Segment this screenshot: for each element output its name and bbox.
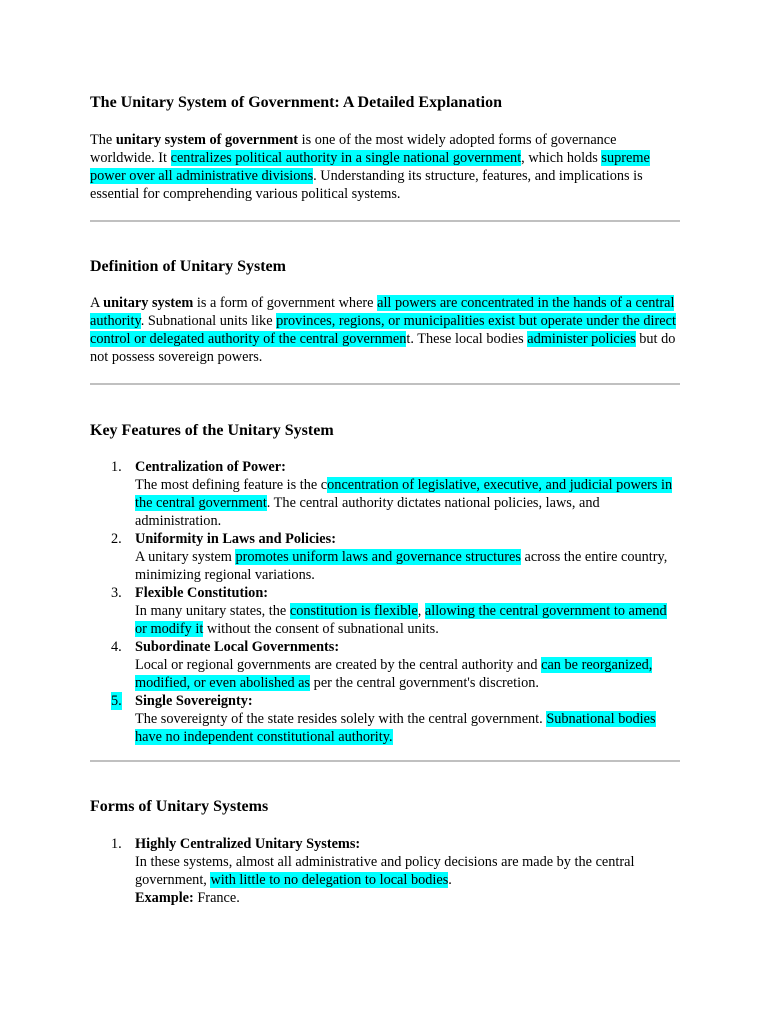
feature-title: Uniformity in Laws and Policies: bbox=[135, 531, 336, 547]
feature-highlight: constitution is flexible bbox=[289, 603, 418, 619]
feature-highlight: allowing the central government to amend or modify it bbox=[135, 603, 667, 637]
feature-highlight: can be reorganized, modified, or even abolished as bbox=[135, 657, 653, 691]
list-number: 5. bbox=[111, 693, 122, 709]
definition-highlight: administer policies bbox=[527, 331, 636, 347]
feature-text: across the entire country, minimizing regional variations. bbox=[135, 549, 668, 583]
features-heading: Key Features of the Unitary System bbox=[90, 422, 334, 439]
intro-bold-term: unitary system of government bbox=[115, 132, 299, 148]
intro-text: , which holds bbox=[521, 150, 602, 166]
definition-heading: Definition of Unitary System bbox=[90, 258, 286, 275]
feature-title: Centralization of Power: bbox=[135, 459, 286, 475]
section-divider bbox=[90, 220, 680, 222]
features-list bbox=[90, 458, 680, 746]
page-title: The Unitary System of Government: A Detailed Explanation bbox=[90, 94, 502, 111]
feature-highlight: oncentration of legislative, executive, and judicial powers in the central government bbox=[135, 477, 673, 511]
list-item bbox=[90, 692, 680, 746]
list-item bbox=[90, 584, 680, 638]
definition-text: A bbox=[90, 295, 104, 311]
list-item bbox=[90, 835, 680, 907]
form-text: In these systems, almost all administrative and policy decisions are made by the central government, bbox=[135, 854, 635, 888]
feature-text: The most defining feature is the c bbox=[135, 477, 328, 493]
list-number: 1. bbox=[111, 836, 122, 852]
feature-text: , bbox=[417, 603, 425, 619]
intro-text: . Understanding its structure, features, and implications is essential for comprehending various political systems. bbox=[90, 168, 643, 202]
list-item bbox=[90, 458, 680, 530]
definition-text: is a form of government where bbox=[193, 295, 378, 311]
feature-highlight: Subnational bodies have no independent constitutional authority. bbox=[135, 711, 656, 745]
feature-text: The sovereignty of the state resides solely with the central government. bbox=[135, 711, 547, 727]
feature-text: . The central authority dictates national policies, laws, and administration. bbox=[135, 495, 600, 529]
feature-text: per the central government's discretion. bbox=[310, 675, 539, 691]
feature-text: A unitary system bbox=[135, 549, 236, 565]
feature-title: Subordinate Local Governments: bbox=[135, 639, 340, 655]
form-highlight: with little to no delegation to local bodies bbox=[210, 872, 449, 888]
list-item bbox=[90, 638, 680, 692]
list-item bbox=[90, 530, 680, 584]
forms-heading: Forms of Unitary Systems bbox=[90, 798, 269, 815]
list-number: 2. bbox=[111, 531, 122, 547]
section-divider bbox=[90, 760, 680, 762]
definition-text: . Subnational units like bbox=[140, 313, 277, 329]
intro-text: The bbox=[90, 132, 116, 148]
list-number: 4. bbox=[111, 639, 122, 655]
intro-highlight: supreme power over all administrative divisions bbox=[90, 150, 650, 184]
definition-text: but do not possess sovereign powers. bbox=[90, 331, 676, 365]
feature-text: In many unitary states, the bbox=[135, 603, 290, 619]
forms-list bbox=[90, 835, 680, 907]
feature-title: Single Sovereignty: bbox=[135, 693, 253, 709]
feature-highlight: promotes uniform laws and governance structures bbox=[235, 549, 521, 565]
form-text: . bbox=[448, 872, 452, 888]
intro-paragraph bbox=[90, 131, 680, 203]
form-title: Highly Centralized Unitary Systems: bbox=[135, 836, 361, 852]
example-value: France. bbox=[193, 890, 240, 906]
feature-title: Flexible Constitution: bbox=[135, 585, 269, 601]
definition-highlight: provinces, regions, or municipalities exist but operate under the direct control or delegated authority of the central governmen bbox=[90, 313, 676, 347]
list-number: 1. bbox=[111, 459, 122, 475]
definition-text: t. These local bodies bbox=[406, 331, 528, 347]
feature-text: without the consent of subnational units. bbox=[203, 621, 439, 637]
definition-bold-term: unitary system bbox=[103, 295, 194, 311]
list-number: 3. bbox=[111, 585, 122, 601]
intro-highlight: centralizes political authority in a single national government bbox=[170, 150, 522, 166]
definition-paragraph bbox=[90, 294, 680, 366]
definition-highlight: all powers are concentrated in the hands of a central authority bbox=[90, 295, 675, 329]
section-divider bbox=[90, 383, 680, 385]
feature-text: Local or regional governments are created by the central authority and bbox=[135, 657, 542, 673]
intro-text: is one of the most widely adopted forms of governance worldwide. It bbox=[90, 132, 617, 166]
example-label: Example: bbox=[135, 890, 194, 906]
